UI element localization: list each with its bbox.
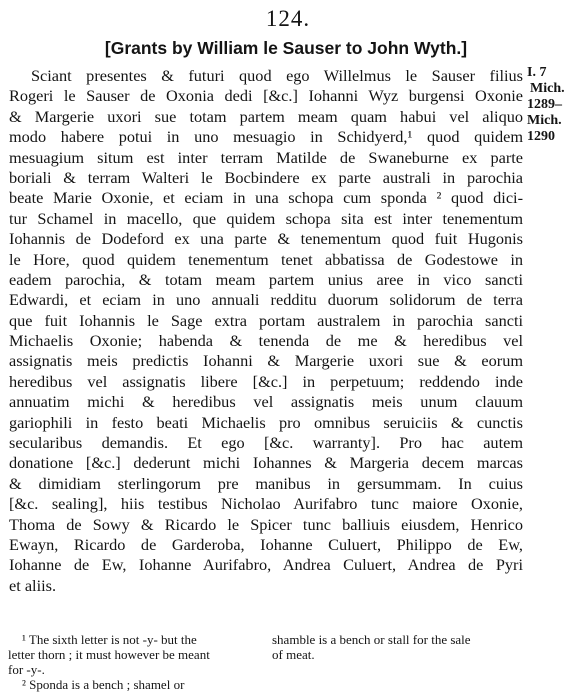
- text-line: Sciant presentes & futuri quod ego Willelmus le Sauser filius: [31, 66, 523, 85]
- text-line: Thoma de Sowy & Ricardo le Spicer tunc balliuis eiusdem, Henrico: [9, 514, 523, 534]
- text-line: heredibus vel assignatis libere [&c.] in perpetuum; reddendo inde: [9, 371, 523, 391]
- text-line: Iohanne de Ew, Iohanne Aurifabro, Andrea Culuert, Andrea de Pyri: [9, 555, 523, 575]
- text-line: donatione [&c.] dederunt michi Iohannes & Margeria decem marcas: [9, 453, 523, 473]
- text-line: Iohannis de Dodeford ex una parte & tenementum quod fuit Hugonis: [9, 229, 523, 249]
- text-line: Rogeri le Sauser de Oxonia dedi [&c.] Iohanni Wyz burgensi Oxonie: [9, 86, 523, 106]
- margin-note-date: [527, 65, 575, 145]
- text-line: gariophili in festo beati Michaelis pro omnibus seruiciis & cunctis: [9, 412, 523, 432]
- charter-text: [9, 66, 523, 596]
- text-line: secularibus demandis. Et ego [&c. warranty]. Pro hac autem: [9, 433, 523, 453]
- margin-note-line: 1289–: [527, 97, 562, 112]
- text-line: que fuit Iohannis le Sage extra portam australem in parochia sancti: [9, 310, 523, 330]
- text-line: annuatim michi & heredibus vel assignatis meis unum clauum: [9, 392, 523, 412]
- margin-note-line: I. 7: [527, 65, 547, 80]
- footnote-line: of meat.: [272, 647, 315, 662]
- text-line: le Hore, quod quidem tenementum tenet abbatissa de Godestowe in: [9, 249, 523, 269]
- footnotes-left-column: [8, 632, 263, 692]
- text-line: tur Schamel in macello, que quidem schopa sita est inter tenementum: [9, 208, 523, 228]
- footnotes-right-column: [272, 632, 530, 662]
- page-number: 124.: [265, 6, 311, 31]
- footnote-line: letter thorn ; it must however be meant: [8, 647, 210, 662]
- margin-note-line: Mich.: [527, 113, 562, 128]
- text-line: [&c. sealing], hiis testibus Nicholao Aurifabro tunc maiore Oxonie,: [9, 494, 523, 514]
- text-line: modo habere potui in uno mesuagio in Schidyerd,¹ quod quidem: [9, 127, 523, 147]
- text-line: boriali & terram Walteri le Bocbindere ex parte australi in parochia: [9, 167, 523, 187]
- document-title: [Grants by William le Sauser to John Wyth.]: [104, 38, 468, 58]
- text-line: Ewayn, Ricardo de Garderoba, Iohanne Culuert, Philippo de Ew,: [9, 534, 523, 554]
- text-line: assignatis meis predictis Iohanni & Margerie uxori sue & eorum: [9, 351, 523, 371]
- text-line: eadem parochia, & totam meam partem unius aree in vico sancti: [9, 269, 523, 289]
- text-line: Edwardi, et eciam in uno annuali redditu duorum solidorum de terra: [9, 290, 523, 310]
- text-line: et aliis.: [9, 575, 57, 595]
- text-line: mesuagium situm est inter terram Matilde de Swaneburne ex parte: [9, 147, 523, 167]
- text-line: Michaelis Oxonie; habenda & tenenda de me & heredibus vel: [9, 331, 523, 351]
- margin-note-line: Mich.: [530, 81, 565, 96]
- footnote-line: ¹ The sixth letter is not -y- but the: [22, 632, 197, 647]
- text-line: & Margerie uxori sue totam partem meam quam habui vel aliquo: [9, 106, 523, 126]
- footnote-line: ² Sponda is a bench ; shamel or: [22, 677, 185, 692]
- text-line: & dimidiam sterlingorum pre manibus in gersummam. In cuius: [9, 473, 523, 493]
- margin-note-line: 1290: [527, 129, 555, 144]
- footnote-line: shamble is a bench or stall for the sale: [272, 632, 471, 647]
- text-line: beate Marie Oxonie, et eciam in una schopa cum sponda ² quod dici-: [9, 188, 523, 208]
- footnote-line: for -y-.: [8, 662, 45, 677]
